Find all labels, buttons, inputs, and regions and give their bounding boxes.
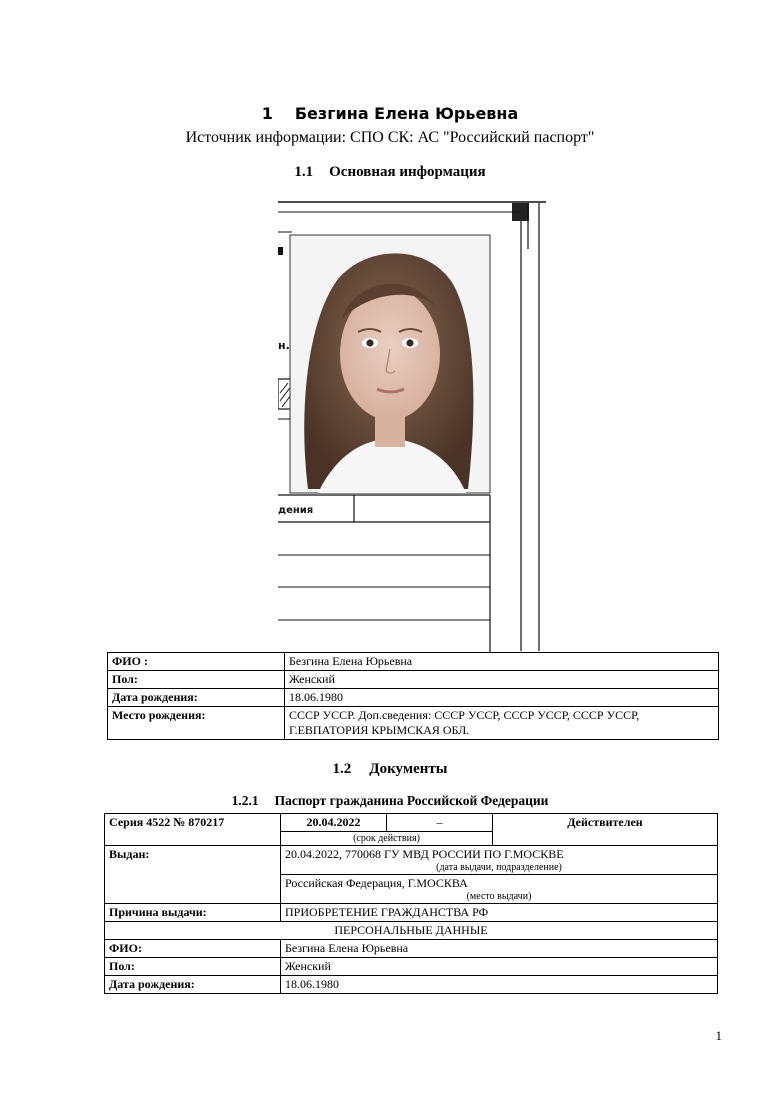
section-title: Основная информация <box>329 164 486 180</box>
passport-series: Серия 4522 № 870217 <box>105 814 281 846</box>
issued-value: 20.04.2022, 770068 ГУ МВД РОССИИ ПО Г.МОСКВЕ <box>285 847 564 861</box>
passport-sex-value: Женский <box>281 958 718 976</box>
photo-scan-graphic <box>278 189 560 653</box>
reason-label: Причина выдачи: <box>105 904 281 922</box>
person-name: Безгина Елена Юрьевна <box>294 104 519 123</box>
table-row <box>105 846 718 875</box>
svg-text:н.: н. <box>278 339 290 352</box>
passport-table <box>104 813 718 994</box>
place-cell <box>281 875 718 904</box>
subsection-number: 1.2.1 <box>231 793 259 808</box>
pob-value: СССР УССР. Доп.сведения: СССР УССР, СССР УССР, СССР УССР, Г.ЕВПАТОРИЯ КРЫМСКАЯ ОБЛ. <box>285 707 719 740</box>
passport-dash: – <box>387 814 493 832</box>
validity-caption: (срок действия) <box>281 832 493 846</box>
information-source: Источник информации: СПО СК: АС "Российский паспорт" <box>185 129 595 146</box>
basic-info-table <box>107 652 719 740</box>
passport-fio-label: ФИО: <box>105 940 281 958</box>
table-row <box>105 958 718 976</box>
table-row <box>108 671 719 689</box>
section-docs-heading <box>0 761 780 778</box>
section-title: Документы <box>369 761 448 777</box>
scan-label-text: дения <box>278 505 314 516</box>
place-value: Российская Федерация, Г.МОСКВА <box>285 876 468 890</box>
section-number: 1.2 <box>332 761 352 777</box>
place-caption: (место выдачи) <box>466 891 532 902</box>
dob-value: 18.06.1980 <box>285 689 719 707</box>
section-basic-heading <box>0 164 780 181</box>
passport-status: Действителен <box>493 814 718 846</box>
table-row <box>108 689 719 707</box>
table-row <box>105 976 718 994</box>
passport-fio-value: Безгина Елена Юрьевна <box>281 940 718 958</box>
issued-label: Выдан: <box>105 846 281 904</box>
table-row <box>105 922 718 940</box>
section-number: 1.1 <box>294 164 314 180</box>
passport-dob-value: 18.06.1980 <box>281 976 718 994</box>
issued-caption: (дата выдачи, подразделение) <box>436 862 562 873</box>
table-row <box>105 904 718 922</box>
heading-number: 1 <box>261 104 273 123</box>
table-row <box>105 940 718 958</box>
issued-cell <box>281 846 718 875</box>
sex-value: Женский <box>285 671 719 689</box>
person-heading <box>0 104 780 123</box>
sex-label: Пол: <box>108 671 285 689</box>
fio-value: Безгина Елена Юрьевна <box>285 653 719 671</box>
pob-label: Место рождения: <box>108 707 285 740</box>
dob-label: Дата рождения: <box>108 689 285 707</box>
table-row <box>105 814 718 832</box>
fio-label: ФИО : <box>108 653 285 671</box>
passport-dob-label: Дата рождения: <box>105 976 281 994</box>
table-row <box>108 707 719 740</box>
table-row <box>108 653 719 671</box>
subsection-title: Паспорт гражданина Российской Федерации <box>274 793 549 808</box>
passport-heading <box>0 793 780 809</box>
personal-data-header: ПЕРСОНАЛЬНЫЕ ДАННЫЕ <box>105 922 718 940</box>
page-number: 1 <box>715 1028 722 1043</box>
passport-sex-label: Пол: <box>105 958 281 976</box>
reason-value: ПРИОБРЕТЕНИЕ ГРАЖДАНСТВА РФ <box>281 904 718 922</box>
passport-photo-scan <box>278 189 560 653</box>
passport-valid-date: 20.04.2022 <box>281 814 387 832</box>
